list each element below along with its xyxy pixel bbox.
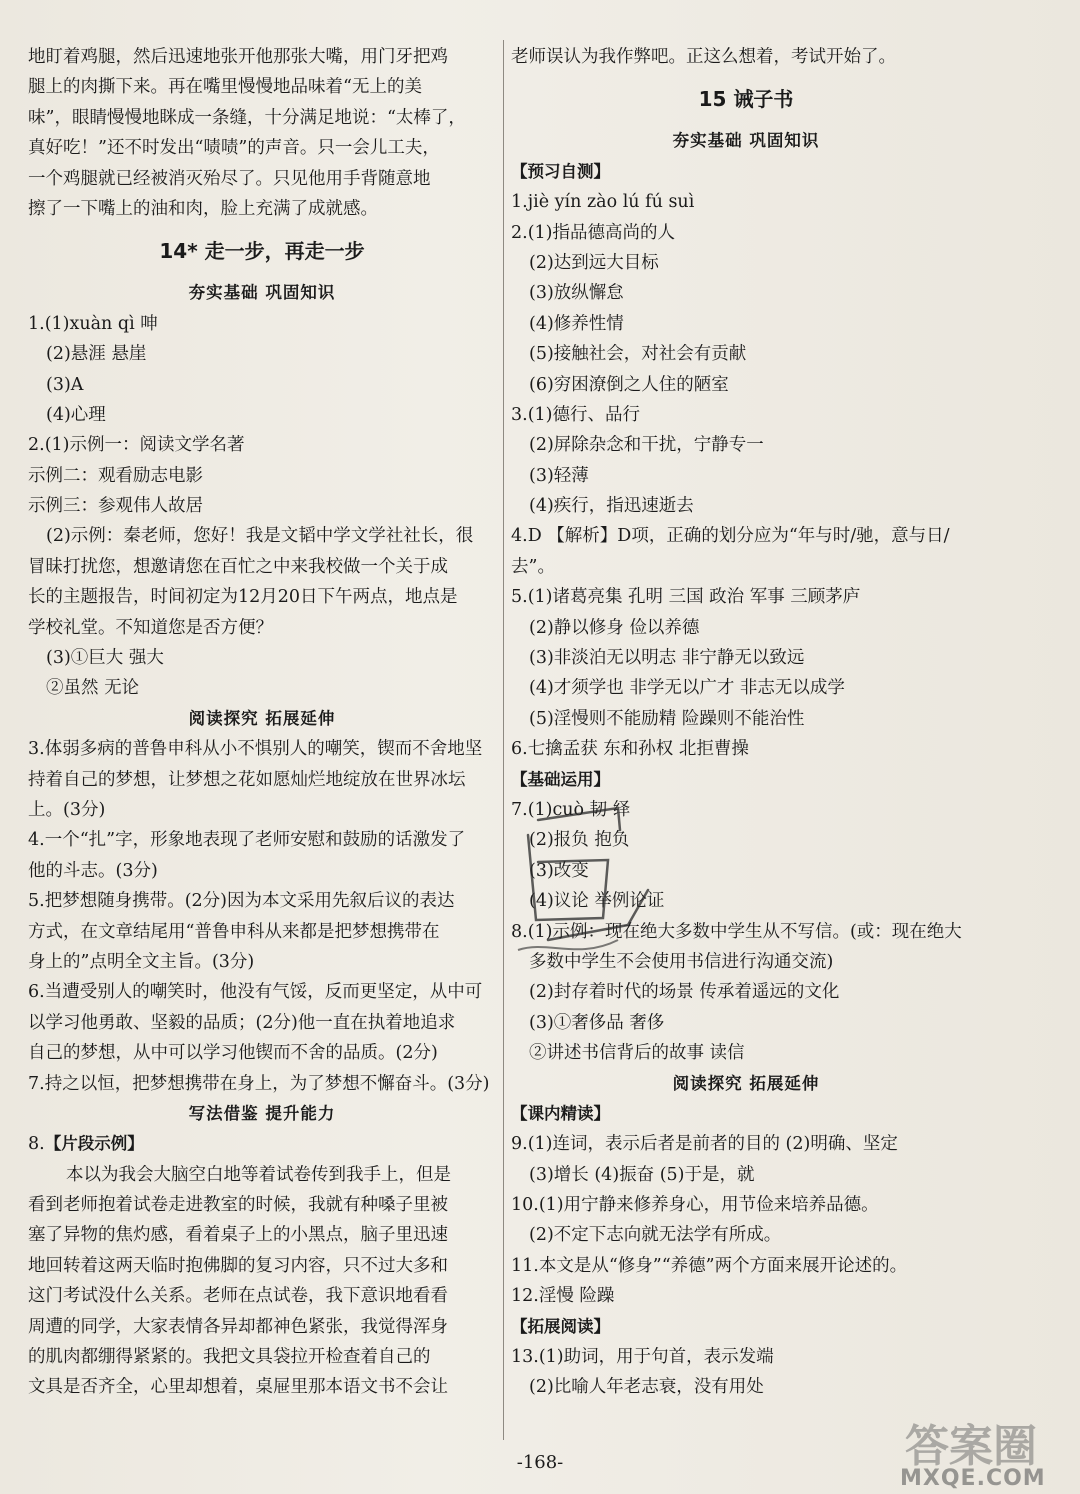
text-line: 2.(1)示例一：阅读文学名著 xyxy=(28,435,245,456)
text-line: 12.淫慢 险躁 xyxy=(511,1286,615,1307)
text-line: 文具是否齐全，心里却想着，桌屉里那本语文书不会让 xyxy=(28,1377,448,1398)
text-line: 长的主题报告，时间初定为12月20日下午两点，地点是 xyxy=(28,587,458,608)
text-line: 的肌肉都绷得紧紧的。我把文具袋拉开检查着自己的 xyxy=(28,1347,431,1368)
text-line: 6.七擒孟获 东和孙权 北拒曹操 xyxy=(511,739,749,760)
text-line: 2.(1)指品德高尚的人 xyxy=(511,222,675,243)
text-line: 塞了异物的焦灼感，看着桌子上的小黑点，脑子里迅速 xyxy=(28,1225,448,1246)
section-heading: 写法借鉴 提升能力 xyxy=(188,1103,336,1123)
text-line: (3)增长 (4)振奋 (5)于是，就 xyxy=(529,1164,755,1185)
text-line: 多数中学生不会使用书信进行沟通交流) xyxy=(529,951,834,972)
text-line: (2)不定下志向就无法学有所成。 xyxy=(529,1225,782,1246)
text-line: (2)屏除杂念和干扰，宁静专一 xyxy=(529,435,764,456)
text-line: 去”。 xyxy=(511,556,555,577)
text-line: (4)修养性情 xyxy=(529,313,624,334)
section-heading: 夯实基础 巩固知识 xyxy=(672,131,820,151)
text-line: 上。(3分) xyxy=(28,799,106,820)
text-line: 4.D 【解析】D项，正确的划分应为“年与时/驰，意与日/ xyxy=(511,526,950,547)
text-line: (5)淫慢则不能励精 险躁则不能治性 xyxy=(529,708,805,729)
text-line: 示例二：观看励志电影 xyxy=(28,465,203,486)
text-line: (5)接触社会，对社会有贡献 xyxy=(529,344,747,365)
text-line: 味”，眼睛慢慢地眯成一条缝，十分满足地说：“太棒了， xyxy=(28,107,466,128)
text-line: 6.当遭受别人的嘲笑时，他没有气馁，反而更坚定，从中可 xyxy=(28,982,483,1003)
text-line: 身上的”点明全文主旨。(3分) xyxy=(28,951,255,972)
text-line: 本以为我会大脑空白地等着试卷传到我手上，但是 xyxy=(66,1164,451,1185)
text-line: 腿上的肉撕下来。再在嘴里慢慢地品味着“无上的美 xyxy=(28,77,422,98)
text-line: ②讲述书信背后的故事 读信 xyxy=(529,1043,745,1064)
lesson-15-title: 15 诫子书 xyxy=(698,87,794,112)
text-line: 10.(1)用宁静来修养身心，用节俭来培养品德。 xyxy=(511,1195,879,1216)
text-line: 他的斗志。(3分) xyxy=(28,860,158,881)
page-number: -168- xyxy=(516,1452,564,1473)
preview-tag: 【预习自测】 xyxy=(511,161,610,181)
text-line: (2)静以修身 俭以养德 xyxy=(529,617,700,638)
text-line: 冒昧打扰您，想邀请您在百忙之中来我校做一个关于成 xyxy=(28,556,448,577)
text-line: (3)非淡泊无以明志 非宁静无以致远 xyxy=(529,648,805,669)
question-number: 8. xyxy=(28,1134,45,1155)
text-line: (2)比喻人年老志衰，没有用处 xyxy=(529,1377,764,1398)
text-line: 3.体弱多病的普鲁申科从小不惧别人的嘲笑，锲而不舍地坚 xyxy=(28,739,483,760)
text-line: 方式，在文章结尾用“普鲁申科从来都是把梦想携带在 xyxy=(28,921,440,942)
sample-paragraph xyxy=(28,1160,496,1403)
right-column xyxy=(511,42,981,1403)
text-line: 8.(1)示例：现在绝大多数中学生从不写信。(或：现在绝大 xyxy=(511,921,962,942)
text-line: (3)①奢侈品 奢侈 xyxy=(529,1012,665,1033)
text-line: 擦了一下嘴上的油和肉，脸上充满了成就感。 xyxy=(28,198,378,219)
text-line: (4)才须学也 非学无以广才 非志无以成学 xyxy=(529,678,845,699)
text-line: (2)达到远大目标 xyxy=(529,252,659,273)
text-line: 7.(1)cuò 韧 绎 xyxy=(511,799,631,820)
watermark-logo: 答案圈 xyxy=(905,1421,1037,1472)
lesson-14-title: 14* 走一步，再走一步 xyxy=(159,239,365,264)
text-line: 13.(1)助词，用于句首，表示发端 xyxy=(511,1347,774,1368)
lesson-15-answers-preview xyxy=(511,187,981,764)
lesson-14-answers-basics xyxy=(28,309,496,704)
sample-tag: 【片段示例】 xyxy=(44,1134,144,1154)
text-line: (4)心理 xyxy=(46,404,106,425)
column-divider xyxy=(503,40,504,1440)
text-line: 7.持之以恒，把梦想携带在身上，为了梦想不懈奋斗。(3分) xyxy=(28,1073,490,1094)
text-line: 自己的梦想，从中可以学习他锲而不舍的品质。(2分) xyxy=(28,1043,438,1064)
watermark-site: MXQE.COM xyxy=(900,1466,1046,1491)
text-line: 1.(1)xuàn qì 呻 xyxy=(28,313,158,334)
text-line: 持着自己的梦想，让梦想之花如愿灿烂地绽放在世界冰坛 xyxy=(28,769,466,790)
text-line: (3)轻薄 xyxy=(529,465,589,486)
text-line: (3)A xyxy=(46,374,84,395)
text-line: (6)穷困潦倒之人住的陋室 xyxy=(529,374,729,395)
text-line: (3)改变 xyxy=(529,860,589,881)
text-line: (2)悬涯 悬崖 xyxy=(46,344,147,365)
section-heading: 夯实基础 巩固知识 xyxy=(188,283,336,303)
text-line: (4)议论 举例论证 xyxy=(529,891,665,912)
text-line: 5.把梦想随身携带。(2分)因为本文采用先叙后议的表达 xyxy=(28,891,455,912)
extended-reading-tag: 【拓展阅读】 xyxy=(511,1316,610,1336)
basic-use-tag: 【基础运用】 xyxy=(511,769,610,789)
lesson-15-answers-extended xyxy=(511,1342,981,1403)
text-line: 看到老师抱着试卷走进教室的时候，我就有种嗓子里被 xyxy=(28,1195,448,1216)
text-line: (3)①巨大 强大 xyxy=(46,648,164,669)
text-line: 地回转着这两天临时抱佛脚的复习内容，只不过大多和 xyxy=(28,1255,448,1276)
text-line: 示例三：参观伟人故居 xyxy=(28,496,203,517)
text-line: 真好吃！”还不时发出“啧啧”的声音。只一会儿工夫， xyxy=(28,138,440,159)
text-line: 一个鸡腿就已经被消灭殆尽了。只见他用手背随意地 xyxy=(28,168,431,189)
question-8-heading xyxy=(28,1129,496,1159)
text-line: (2)封存着时代的场景 传承着遥远的文化 xyxy=(529,982,840,1003)
text-line: 以学习他勇敢、坚毅的品质；(2分)他一直在执着地追求 xyxy=(28,1012,456,1033)
story-continuation xyxy=(28,42,496,224)
text-line: 周遭的同学，大家表情各异却都神色紧张，我觉得浑身 xyxy=(28,1316,448,1337)
left-column xyxy=(28,42,496,1403)
section-heading: 阅读探究 拓展延伸 xyxy=(188,708,336,728)
text-line: 9.(1)连词，表示后者是前者的目的 (2)明确、坚定 xyxy=(511,1134,898,1155)
text-line: (4)疾行，指迅速逝去 xyxy=(529,496,694,517)
text-line: (2)报负 抱负 xyxy=(529,830,630,851)
in-class-reading-tag: 【课内精读】 xyxy=(511,1103,610,1123)
hand-drawn-mark xyxy=(508,800,658,960)
lesson-15-answers-reading xyxy=(511,1129,981,1311)
story-ending: 老师误认为我作弊吧。正这么想着，考试开始了。 xyxy=(511,47,896,67)
text-line: 学校礼堂。不知道您是否方便？ xyxy=(28,617,273,638)
text-line: 地盯着鸡腿，然后迅速地张开他那张大嘴，用门牙把鸡 xyxy=(28,47,448,67)
text-line: (2)示例：秦老师，您好！我是文韬中学文学社社长，很 xyxy=(46,526,474,547)
text-line: 3.(1)德行、品行 xyxy=(511,404,640,425)
text-line: 11.本文是从“修身”“养德”两个方面来展开论述的。 xyxy=(511,1255,908,1276)
text-line: 1.jiè yín zào lú fú suì xyxy=(511,192,695,213)
text-line: 4.一个“扎”字，形象地表现了老师安慰和鼓励的话激发了 xyxy=(28,830,466,851)
text-line: 5.(1)诸葛亮集 孔明 三国 政治 军事 三顾茅庐 xyxy=(511,587,861,608)
text-line: (3)放纵懈怠 xyxy=(529,283,624,304)
lesson-14-answers-reading xyxy=(28,734,496,1099)
text-line: ②虽然 无论 xyxy=(46,678,140,699)
section-heading: 阅读探究 拓展延伸 xyxy=(672,1073,820,1093)
text-line: 这门考试没什么关系。老师在点试卷，我下意识地看看 xyxy=(28,1286,448,1307)
